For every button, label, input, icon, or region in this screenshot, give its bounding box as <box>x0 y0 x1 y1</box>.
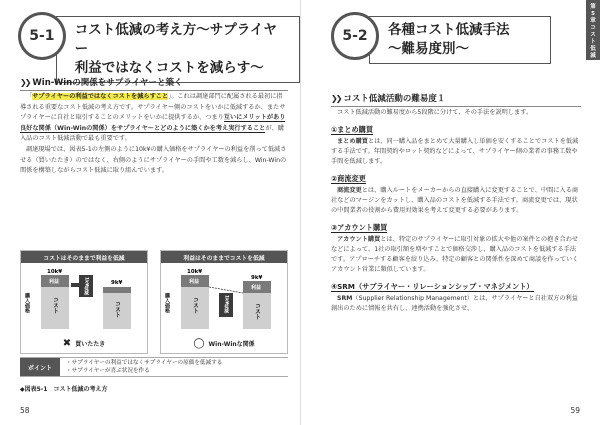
chevron-double-icon: ❯❯ <box>331 93 341 103</box>
left-paragraph-2: 調達現場では、図表5-1の左側のように10k¥の購入価格をサプライヤーの利益を削って低減させる（買いたたき）のではなく、右側のようにサプライヤーの手間や工数を減らし、Win-Winの関係を構築しながらコスト低減に取り組んでいます。 <box>20 145 287 175</box>
price-before: 10k¥ <box>47 269 63 275</box>
label-profit-before: 利益 <box>49 279 60 285</box>
left-section-title: Win-Winの関係をサプライヤーと築く <box>32 78 183 88</box>
item-text: とは、購入ルートをメーカーからの直接購入に変更することで、中間に入る商社などのマージンをカットし、購入品のコストを低減する手法です。商流変更では、現状の中間業者の役割から費用対効果を考えて変更する必要があります。 <box>331 187 579 214</box>
label-reduce: 1k¥低減 <box>223 295 229 314</box>
item-body-2 <box>331 186 581 216</box>
side-tab-char: ス <box>590 32 596 38</box>
points-box <box>20 357 288 377</box>
label-cost-before: コスト <box>52 297 58 314</box>
right-title-line2: ～難易度別～ <box>388 41 469 57</box>
item-text: （Supplier Relationship Management）とは、サプライヤーと自社双方の利益創出のために情報を共有し、連携活動を強化させ、 <box>331 295 578 312</box>
label-cost-after: コスト <box>114 301 120 318</box>
item-term: 商流変更 <box>337 187 362 194</box>
item-text: とは、同一購入品をまとめて大量購入し単価を安くすることでコストを低減する手法です。年間契約やロット契約などによって、サプライヤー側の業者の事務工数や手間を低減します。 <box>331 138 579 165</box>
diagram-cut-cost-chart <box>161 263 287 333</box>
right-chapter-title <box>369 16 551 64</box>
side-tab-char: 5 <box>591 11 595 17</box>
item-heading-2 <box>331 174 581 184</box>
left-chapter-header <box>18 12 300 83</box>
item-heading-text: ③アカウント購買 <box>331 223 388 232</box>
item-term: まとめ購買 <box>337 138 368 145</box>
diagram-cut-profit-footer <box>21 338 147 349</box>
left-body <box>20 92 288 177</box>
right-intro: コスト低減活動の難易度から5段階に分けて、その手法を説明します。 <box>337 109 533 116</box>
item-body-4 <box>331 294 581 314</box>
right-chapter-header <box>331 12 551 64</box>
point-item: ・サプライヤーの利益ではなくサプライヤーの原価を低減する <box>66 360 223 366</box>
right-page <box>300 0 600 425</box>
chevron-double-icon: ❯❯ <box>20 77 30 87</box>
item-heading-3 <box>331 223 581 233</box>
diagram-cut-profit-chart <box>21 263 147 333</box>
chapter-side-tab <box>586 0 600 60</box>
point-item: ・サプライヤーが喜ぶ状況を作る <box>66 368 150 374</box>
circle-icon: ◯ <box>193 338 205 349</box>
left-page-number: 58 <box>20 406 30 415</box>
axis-label: 購入価格 <box>24 293 30 313</box>
price-before: 10k¥ <box>187 269 203 275</box>
cross-icon: ✖ <box>62 338 72 349</box>
para1-underline: 互いにメリットがあり良好な関係（Win-Winの関係）をサプライヤーとどのように築くかを考え実行すること <box>20 114 286 132</box>
right-section-heading <box>331 92 581 107</box>
para1-text-b: 」。これは調達部門に配属される最初に指導される重要なコスト低減の考え方です。サプライヤー側のコストをいかに低減するか、またサプライヤーに自社と取引することのメリットをいかに提供するか、つまり <box>20 93 286 122</box>
label-profit-before: 利益 <box>189 279 200 285</box>
right-section-title: コスト低減活動の難易度１ <box>343 94 446 104</box>
side-tab-char: 低 <box>590 46 596 52</box>
item-term: SRM <box>337 295 353 302</box>
right-body <box>331 108 581 314</box>
item-heading-text: ④SRM（サプライヤー・リレーションシップ・マネジメント） <box>331 282 534 291</box>
side-tab-char: ト <box>590 39 596 45</box>
item-heading-1 <box>331 125 581 135</box>
left-section-heading <box>20 76 288 91</box>
item-term: アカウント購買 <box>337 236 381 243</box>
axis-label: 購入価格 <box>164 293 170 313</box>
diagram-cut-cost-footer <box>161 338 287 349</box>
left-paragraph-1 <box>20 92 288 145</box>
points-list <box>60 359 222 375</box>
diagram-cut-profit <box>20 250 148 354</box>
diagram-cut-profit-title: コストはそのままで利益を低減 <box>21 251 147 263</box>
points-tag: ポイント <box>20 358 60 376</box>
diagram-cut-cost-verdict: Win-Winな関係 <box>208 341 255 348</box>
right-chapter-number: 5-2 <box>331 12 379 60</box>
side-tab-char: 第 <box>590 4 596 10</box>
item-text: とは、特定のサプライヤーに取引対象の拡大や他の案件との抱き合わせなどによって、1社の取引額を増やすことで価格交渉し、購入品のコストを低減する手法です。アプローチする顧客を絞り込み、特定の顧客との関係性を深めて商談を作っていくアカウント営業に類似しています。 <box>331 236 579 273</box>
bar-after-profit <box>103 287 131 293</box>
price-after: 9k¥ <box>111 280 123 286</box>
left-title-line1: コスト低減の考え方～サプライヤー <box>74 22 277 57</box>
diagram-cut-profit-verdict: 買いたたき <box>75 341 106 348</box>
right-page-number: 59 <box>570 406 580 415</box>
para1-highlight: サプライヤーの利益ではなくコストを減らすこと <box>32 93 169 100</box>
left-title-line2: 利益ではなくコストを減らす～ <box>74 60 264 76</box>
left-chapter-number: 5-1 <box>18 12 66 60</box>
para1-text-c: が、購入品のコスト低減活動で最も重要です。 <box>20 124 284 143</box>
left-chapter-title <box>56 16 300 83</box>
right-title-line1: 各種コスト低減手法 <box>388 22 510 38</box>
label-profit-after: 利益 <box>251 285 262 291</box>
item-heading-4 <box>331 282 581 292</box>
label-cost-before: コスト <box>192 297 198 314</box>
item-heading-text: ①まとめ購買 <box>331 125 374 134</box>
diagram-cut-cost-title: 利益はそのままでコストを低減 <box>161 251 287 263</box>
price-after: 9k¥ <box>251 275 263 281</box>
figure-caption: ◆図表5-1 コスト低減の考え方 <box>20 386 108 393</box>
item-heading-text: ②商流変更 <box>331 174 366 183</box>
side-tab-char: コ <box>590 25 596 31</box>
para1-open-quote: 「 <box>26 93 33 100</box>
label-cost-after: コスト <box>254 303 260 320</box>
label-reduce: 1k¥低減 <box>83 277 89 296</box>
dashed-line <box>209 287 243 293</box>
diagram-cut-cost <box>160 250 288 354</box>
side-tab-char: 減 <box>590 53 596 59</box>
item-body-1 <box>331 137 581 167</box>
item-body-3 <box>331 235 581 275</box>
side-tab-char: 章 <box>590 18 596 24</box>
